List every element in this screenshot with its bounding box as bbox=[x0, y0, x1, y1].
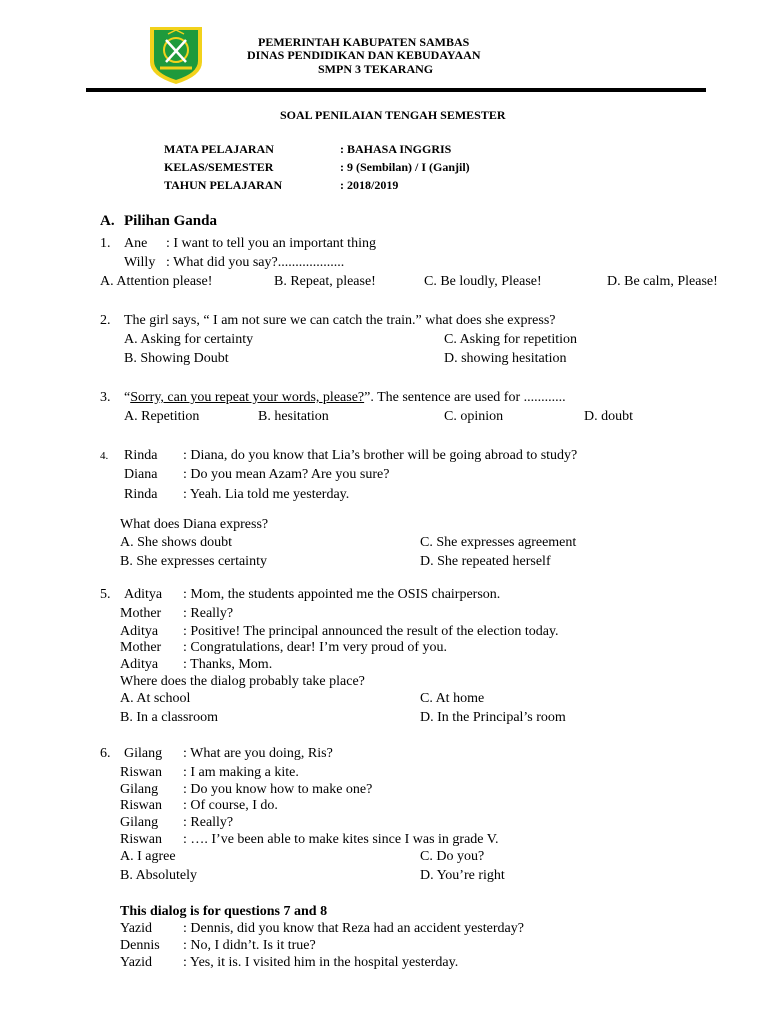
q5-number: 5. bbox=[100, 587, 111, 602]
q5-speaker-4: Mother bbox=[120, 640, 162, 655]
q1-number: 1. bbox=[100, 236, 111, 251]
q4-option-d: D. She repeated herself bbox=[420, 554, 551, 569]
q6-speaker-6: Riswan bbox=[120, 832, 162, 847]
q3-number: 3. bbox=[100, 390, 111, 405]
q1-line-1: : I want to tell you an important thing bbox=[166, 236, 376, 251]
q4-speaker-3: Rinda bbox=[124, 487, 158, 502]
subject-label: MATA PELAJARAN bbox=[164, 142, 274, 156]
q4-option-b: B. She expresses certainty bbox=[120, 554, 267, 569]
q3-option-c: C. opinion bbox=[444, 409, 504, 424]
q1-speaker-1: Ane bbox=[124, 236, 148, 251]
q1-option-d: D. Be calm, Please! bbox=[607, 274, 718, 289]
q2-text: The girl says, “ I am not sure we can catch the train.” what does she express? bbox=[124, 313, 556, 328]
q5-speaker-1: Aditya bbox=[124, 587, 163, 602]
q5-line-2: : Really? bbox=[183, 606, 234, 621]
header-divider bbox=[86, 88, 706, 92]
q4-speaker-2: Diana bbox=[124, 467, 158, 482]
q3-text bbox=[124, 389, 566, 406]
q1-speaker-2: Willy bbox=[124, 255, 156, 270]
class-label: KELAS/SEMESTER bbox=[164, 160, 274, 174]
q4-option-a: A. She shows doubt bbox=[120, 535, 233, 550]
q3-underlined-sentence: Sorry, can you repeat your words, please? bbox=[130, 390, 365, 405]
class-value: : 9 (Sembilan) / I (Ganjil) bbox=[340, 160, 470, 174]
q78-speaker-2: Dennis bbox=[120, 938, 160, 953]
q6-speaker-5: Gilang bbox=[120, 815, 159, 830]
q4-number: 4. bbox=[100, 450, 109, 462]
q5-speaker-3: Aditya bbox=[120, 624, 159, 639]
q5-line-5: : Thanks, Mom. bbox=[183, 657, 273, 672]
q6-number: 6. bbox=[100, 746, 111, 761]
header-line-1: PEMERINTAH KABUPATEN SAMBAS bbox=[258, 35, 470, 49]
q4-speaker-1: Rinda bbox=[124, 448, 158, 463]
q5-option-c: C. At home bbox=[420, 691, 485, 706]
q6-speaker-1: Gilang bbox=[124, 746, 163, 761]
header-line-3: SMPN 3 TEKARANG bbox=[318, 62, 434, 76]
q1-option-b: B. Repeat, please! bbox=[274, 274, 376, 289]
q5-question: Where does the dialog probably take place? bbox=[120, 674, 365, 689]
q6-line-6: : …. I’ve been able to make kites since I was in grade V. bbox=[183, 832, 499, 847]
q4-line-3: : Yeah. Lia told me yesterday. bbox=[183, 487, 350, 502]
q6-line-1: : What are you doing, Ris? bbox=[183, 746, 333, 761]
q6-option-d: D. You’re right bbox=[420, 868, 505, 883]
q78-heading: This dialog is for questions 7 and 8 bbox=[120, 904, 328, 919]
q3-rest: ”. The sentence are used for ............ bbox=[364, 390, 566, 405]
q3-open-quote: “ bbox=[124, 390, 131, 405]
q6-speaker-4: Riswan bbox=[120, 798, 162, 813]
q6-line-2: : I am making a kite. bbox=[183, 765, 299, 780]
q6-line-3: : Do you know how to make one? bbox=[183, 782, 373, 797]
q4-question: What does Diana express? bbox=[120, 517, 269, 532]
q78-line-3: : Yes, it is. I visited him in the hospital yesterday. bbox=[183, 955, 459, 970]
year-label: TAHUN PELAJARAN bbox=[164, 178, 283, 192]
q5-speaker-5: Aditya bbox=[120, 657, 159, 672]
q6-line-4: : Of course, I do. bbox=[183, 798, 278, 813]
q2-option-d: D. showing hesitation bbox=[444, 351, 567, 366]
q3-option-d: D. doubt bbox=[584, 409, 633, 424]
q78-speaker-3: Yazid bbox=[120, 955, 153, 970]
q6-option-a: A. I agree bbox=[120, 849, 176, 864]
q5-line-3: : Positive! The principal announced the result of the election today. bbox=[183, 624, 559, 639]
year-value: : 2018/2019 bbox=[340, 178, 399, 192]
q4-line-2: : Do you mean Azam? Are you sure? bbox=[183, 467, 390, 482]
section-label: A. bbox=[100, 213, 115, 229]
q78-line-2: : No, I didn’t. Is it true? bbox=[183, 938, 316, 953]
q6-option-b: B. Absolutely bbox=[120, 868, 198, 883]
section-title: Pilihan Ganda bbox=[124, 213, 217, 229]
q5-speaker-2: Mother bbox=[120, 606, 162, 621]
q5-option-d: D. In the Principal’s room bbox=[420, 710, 566, 725]
q6-speaker-3: Gilang bbox=[120, 782, 159, 797]
q5-line-1: : Mom, the students appointed me the OSIS chairperson. bbox=[183, 587, 501, 602]
exam-title: SOAL PENILAIAN TENGAH SEMESTER bbox=[280, 108, 506, 122]
q6-speaker-2: Riswan bbox=[120, 765, 162, 780]
q1-line-2: : What did you say?................... bbox=[166, 255, 345, 270]
q2-option-a: A. Asking for certainty bbox=[124, 332, 254, 347]
q5-option-a: A. At school bbox=[120, 691, 191, 706]
q6-option-c: C. Do you? bbox=[420, 849, 485, 864]
q4-option-c: C. She expresses agreement bbox=[420, 535, 577, 550]
q1-option-c: C. Be loudly, Please! bbox=[424, 274, 542, 289]
regency-emblem-logo bbox=[146, 24, 206, 86]
q2-option-c: C. Asking for repetition bbox=[444, 332, 577, 347]
q1-option-a: A. Attention please! bbox=[100, 274, 213, 289]
subject-value: : BAHASA INGGRIS bbox=[340, 142, 452, 156]
q2-option-b: B. Showing Doubt bbox=[124, 351, 229, 366]
q78-speaker-1: Yazid bbox=[120, 921, 153, 936]
q2-number: 2. bbox=[100, 313, 111, 328]
header-line-2: DINAS PENDIDIKAN DAN KEBUDAYAAN bbox=[247, 48, 481, 62]
q5-line-4: : Congratulations, dear! I’m very proud of you. bbox=[183, 640, 447, 655]
q3-option-b: B. hesitation bbox=[258, 409, 329, 424]
q6-line-5: : Really? bbox=[183, 815, 234, 830]
q3-option-a: A. Repetition bbox=[124, 409, 200, 424]
q4-line-1: : Diana, do you know that Lia’s brother will be going abroad to study? bbox=[183, 448, 578, 463]
q5-option-b: B. In a classroom bbox=[120, 710, 218, 725]
q78-line-1: : Dennis, did you know that Reza had an accident yesterday? bbox=[183, 921, 524, 936]
